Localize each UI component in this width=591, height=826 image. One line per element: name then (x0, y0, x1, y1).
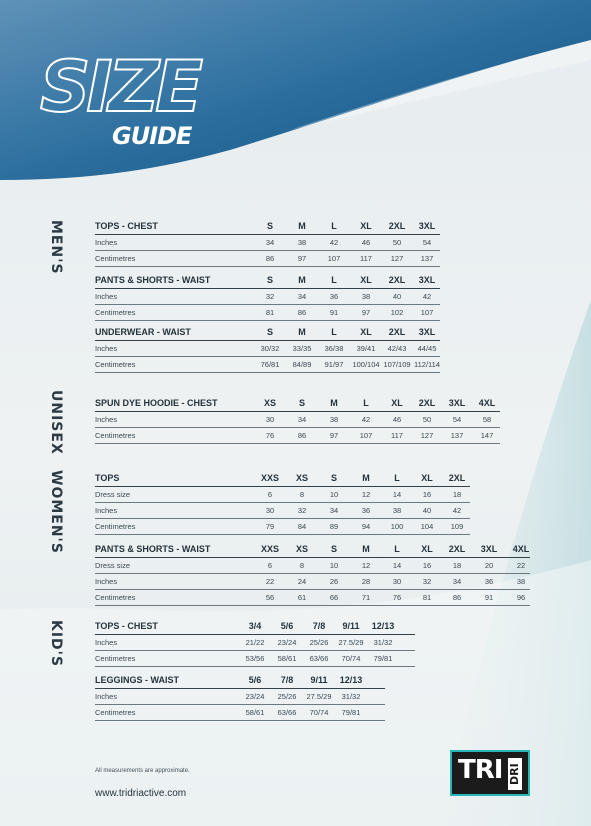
size-column-header: XL (360, 221, 372, 231)
size-table (95, 395, 500, 444)
size-column-header: M (330, 398, 338, 408)
table-cell: 100 (390, 522, 404, 531)
size-column-header: L (394, 544, 400, 554)
table-cell: 112/114 (414, 360, 440, 369)
table-cell: 39/41 (356, 344, 376, 353)
row-label: Inches (95, 638, 118, 647)
table-cell: 14 (392, 561, 402, 570)
table-row (95, 341, 440, 357)
table-cell: 14 (392, 490, 402, 499)
table-cell: 42 (361, 415, 371, 424)
table-cell: 53/56 (245, 654, 265, 663)
size-column-header: 3XL (448, 398, 466, 408)
table-title: TOPS - CHEST (95, 621, 158, 631)
row-label: Inches (95, 344, 118, 353)
table-cell: 127 (390, 254, 404, 263)
table-cell: 34 (297, 415, 307, 424)
table-cell: 76 (265, 431, 275, 440)
table-cell: 33/35 (292, 344, 312, 353)
size-column-header: 2XL (418, 398, 436, 408)
size-column-header: 3XL (480, 544, 498, 554)
table-cell: 18 (452, 561, 462, 570)
size-column-header: 5/6 (248, 675, 262, 685)
table-row (95, 251, 440, 267)
section-label-mens: MEN'S (48, 220, 64, 275)
size-column-header: 2XL (388, 275, 406, 285)
row-label: Centimetres (95, 431, 136, 440)
size-table (95, 541, 530, 606)
table-cell: 12 (361, 490, 371, 499)
size-column-header: S (266, 275, 274, 285)
size-column-header: M (362, 544, 370, 554)
size-column-header: 12/13 (371, 621, 395, 631)
table-cell: 79 (265, 522, 275, 531)
table-title: TOPS - CHEST (95, 221, 158, 231)
row-label: Centimetres (95, 522, 136, 531)
table-cell: 86 (297, 308, 307, 317)
row-label: Centimetres (95, 254, 136, 263)
size-column-header: XL (421, 473, 433, 483)
table-cell: 40 (422, 506, 432, 515)
size-column-header: 4XL (512, 544, 530, 554)
table-cell: 38 (361, 292, 371, 301)
tridri-logo (450, 750, 530, 796)
table-cell: 36/38 (324, 344, 344, 353)
table-cell: 30 (265, 506, 275, 515)
size-column-header: 3/4 (248, 621, 262, 631)
row-label: Inches (95, 692, 118, 701)
table-cell: 27.5/29 (338, 638, 364, 647)
size-column-header: 3XL (418, 327, 436, 337)
table-row (95, 412, 500, 428)
table-cell: 22 (516, 561, 526, 570)
size-column-header: 3XL (418, 221, 436, 231)
size-table (95, 272, 440, 321)
table-cell: 6 (267, 561, 273, 570)
row-label: Centimetres (95, 708, 136, 717)
table-cell: 81 (422, 593, 432, 602)
table-cell: 30 (265, 415, 275, 424)
table-cell: 109 (450, 522, 464, 531)
title-size: SIZE (40, 46, 200, 128)
table-cell: 117 (391, 431, 403, 440)
table-cell: 94 (361, 522, 371, 531)
size-column-header: S (330, 473, 338, 483)
size-column-header: 4XL (478, 398, 496, 408)
table-cell: 54 (452, 415, 462, 424)
table-cell: 63/66 (309, 654, 329, 663)
size-column-header: S (266, 221, 274, 231)
size-column-header: 9/11 (310, 675, 328, 685)
table-row (95, 651, 415, 667)
size-table (95, 218, 440, 267)
row-label: Dress size (95, 490, 131, 499)
size-column-header: L (363, 398, 369, 408)
table-cell: 50 (422, 415, 432, 424)
table-cell: 107 (359, 431, 373, 440)
size-column-header: M (362, 473, 370, 483)
table-row (95, 503, 470, 519)
table-cell: 28 (361, 577, 371, 586)
size-column-header: XL (391, 398, 403, 408)
table-cell: 31/32 (341, 692, 361, 701)
size-column-header: 3XL (418, 275, 436, 285)
section-label-kids: KID'S (48, 620, 64, 668)
table-title: LEGGINGS - WAIST (95, 675, 180, 685)
table-cell: 97 (361, 308, 371, 317)
table-header-row (95, 672, 385, 689)
size-column-header: XS (295, 544, 309, 554)
table-cell: 40 (392, 292, 402, 301)
table-cell: 71 (361, 593, 371, 602)
table-cell: 58 (482, 415, 492, 424)
size-column-header: 2XL (388, 221, 406, 231)
size-column-header: 9/11 (342, 621, 360, 631)
size-column-header: XXS (260, 473, 280, 483)
row-label: Centimetres (95, 593, 136, 602)
table-cell: 34 (297, 292, 307, 301)
table-header-row (95, 470, 470, 487)
table-cell: 25/26 (277, 692, 297, 701)
size-column-header: S (266, 327, 274, 337)
table-cell: 91 (484, 593, 494, 602)
table-row (95, 635, 415, 651)
size-column-header: 12/13 (339, 675, 363, 685)
table-title: PANTS & SHORTS - WAIST (95, 544, 211, 554)
table-title: PANTS & SHORTS - WAIST (95, 275, 211, 285)
table-cell: 107 (327, 254, 341, 263)
table-cell: 31/32 (373, 638, 393, 647)
table-cell: 34 (265, 238, 275, 247)
table-cell: 91/97 (324, 360, 344, 369)
row-label: Inches (95, 415, 118, 424)
table-cell: 42 (422, 292, 432, 301)
table-title: UNDERWEAR - WAIST (95, 327, 191, 337)
table-cell: 25/26 (309, 638, 329, 647)
table-cell: 46 (392, 415, 402, 424)
table-cell: 56 (265, 593, 275, 602)
table-cell: 8 (299, 561, 305, 570)
table-cell: 63/66 (277, 708, 297, 717)
table-row (95, 558, 530, 574)
table-cell: 79/81 (373, 654, 393, 663)
table-cell: 58/61 (245, 708, 265, 717)
row-label: Centimetres (95, 308, 136, 317)
table-row (95, 705, 385, 721)
table-cell: 36 (329, 292, 339, 301)
size-column-header: 2XL (448, 473, 466, 483)
table-cell: 84 (297, 522, 307, 531)
size-column-header: L (331, 275, 337, 285)
row-label: Dress size (95, 561, 131, 570)
logo-text-tri: TRI (458, 755, 503, 785)
size-table (95, 470, 470, 535)
table-cell: 8 (299, 490, 305, 499)
size-column-header: XL (421, 544, 433, 554)
size-column-header: XL (360, 275, 372, 285)
table-cell: 36 (484, 577, 494, 586)
table-cell: 42 (329, 238, 339, 247)
size-table (95, 324, 440, 373)
size-column-header: 2XL (388, 327, 406, 337)
footnote: All measurements are approximate. (95, 768, 190, 774)
table-cell: 34 (452, 577, 462, 586)
row-label: Inches (95, 238, 118, 247)
table-cell: 16 (422, 561, 432, 570)
table-header-row (95, 272, 440, 289)
size-column-header: XL (360, 327, 372, 337)
table-cell: 97 (329, 431, 339, 440)
table-cell: 30/32 (260, 344, 280, 353)
table-cell: 6 (267, 490, 273, 499)
table-cell: 10 (329, 561, 339, 570)
table-cell: 46 (361, 238, 371, 247)
table-cell: 61 (297, 593, 307, 602)
table-cell: 12 (361, 561, 371, 570)
table-cell: 107 (420, 308, 434, 317)
table-cell: 96 (516, 593, 526, 602)
table-row (95, 289, 440, 305)
table-cell: 86 (265, 254, 275, 263)
table-cell: 10 (329, 490, 339, 499)
section-label-unisex: UNISEX (48, 390, 64, 455)
table-cell: 97 (297, 254, 307, 263)
table-cell: 137 (450, 431, 464, 440)
table-header-row (95, 541, 530, 558)
table-cell: 32 (297, 506, 307, 515)
table-cell: 30 (392, 577, 402, 586)
size-column-header: XS (263, 398, 277, 408)
table-row (95, 519, 470, 535)
table-row (95, 428, 500, 444)
table-header-row (95, 324, 440, 341)
logo-text-dri: DRI (508, 758, 522, 790)
website-link[interactable]: www.tridriactive.com (95, 788, 187, 799)
table-cell: 76/81 (260, 360, 280, 369)
size-column-header: 7/8 (312, 621, 326, 631)
size-column-header: L (331, 221, 337, 231)
table-row (95, 357, 440, 373)
table-cell: 58/61 (277, 654, 297, 663)
table-cell: 84/89 (292, 360, 312, 369)
table-cell: 32 (422, 577, 432, 586)
table-cell: 100/104 (352, 360, 380, 369)
size-column-header: S (330, 544, 338, 554)
table-row (95, 235, 440, 251)
size-column-header: M (298, 275, 306, 285)
table-row (95, 574, 530, 590)
table-cell: 70/74 (309, 708, 329, 717)
table-cell: 104 (420, 522, 434, 531)
title-guide: GUIDE (112, 122, 192, 150)
table-cell: 23/24 (277, 638, 297, 647)
table-cell: 91 (329, 308, 339, 317)
table-cell: 86 (297, 431, 307, 440)
table-cell: 42 (452, 506, 462, 515)
row-label: Inches (95, 577, 118, 586)
table-cell: 23/24 (245, 692, 265, 701)
table-row (95, 590, 530, 606)
table-cell: 20 (484, 561, 494, 570)
row-label: Inches (95, 292, 118, 301)
table-cell: 76 (392, 593, 402, 602)
section-label-womens: WOMEN'S (48, 470, 64, 554)
table-cell: 36 (361, 506, 371, 515)
table-cell: 79/81 (341, 708, 361, 717)
size-column-header: 5/6 (280, 621, 294, 631)
row-label: Inches (95, 506, 118, 515)
table-cell: 38 (392, 506, 402, 515)
table-cell: 18 (452, 490, 462, 499)
size-column-header: M (298, 221, 306, 231)
table-cell: 32 (265, 292, 275, 301)
size-table (95, 618, 415, 667)
table-cell: 117 (360, 254, 372, 263)
table-cell: 38 (297, 238, 307, 247)
table-row (95, 689, 385, 705)
size-column-header: L (394, 473, 400, 483)
row-label: Centimetres (95, 654, 136, 663)
table-cell: 42/43 (387, 344, 407, 353)
table-title: TOPS (95, 473, 120, 483)
size-column-header: 7/8 (280, 675, 294, 685)
table-cell: 102 (390, 308, 404, 317)
table-cell: 21/22 (245, 638, 265, 647)
table-cell: 38 (516, 577, 526, 586)
table-cell: 66 (329, 593, 339, 602)
table-cell: 137 (420, 254, 434, 263)
table-title: SPUN DYE HOODIE - CHEST (95, 398, 218, 408)
table-cell: 107/109 (383, 360, 411, 369)
table-cell: 34 (329, 506, 339, 515)
table-cell: 22 (265, 577, 275, 586)
table-row (95, 487, 470, 503)
table-cell: 27.5/29 (306, 692, 332, 701)
table-row (95, 305, 440, 321)
table-cell: 24 (297, 577, 307, 586)
table-cell: 86 (452, 593, 462, 602)
table-cell: 54 (422, 238, 432, 247)
table-cell: 147 (480, 431, 494, 440)
table-cell: 70/74 (341, 654, 361, 663)
table-cell: 44/45 (417, 344, 437, 353)
size-column-header: M (298, 327, 306, 337)
table-header-row (95, 618, 415, 635)
table-cell: 50 (392, 238, 402, 247)
table-cell: 26 (329, 577, 339, 586)
size-table (95, 672, 385, 721)
table-header-row (95, 218, 440, 235)
row-label: Centimetres (95, 360, 136, 369)
table-cell: 81 (265, 308, 275, 317)
table-header-row (95, 395, 500, 412)
size-column-header: XS (295, 473, 309, 483)
table-cell: 38 (329, 415, 339, 424)
table-cell: 89 (329, 522, 339, 531)
table-cell: 16 (422, 490, 432, 499)
size-column-header: 2XL (448, 544, 466, 554)
size-column-header: L (331, 327, 337, 337)
size-column-header: XXS (260, 544, 280, 554)
table-cell: 127 (420, 431, 434, 440)
size-column-header: S (298, 398, 306, 408)
